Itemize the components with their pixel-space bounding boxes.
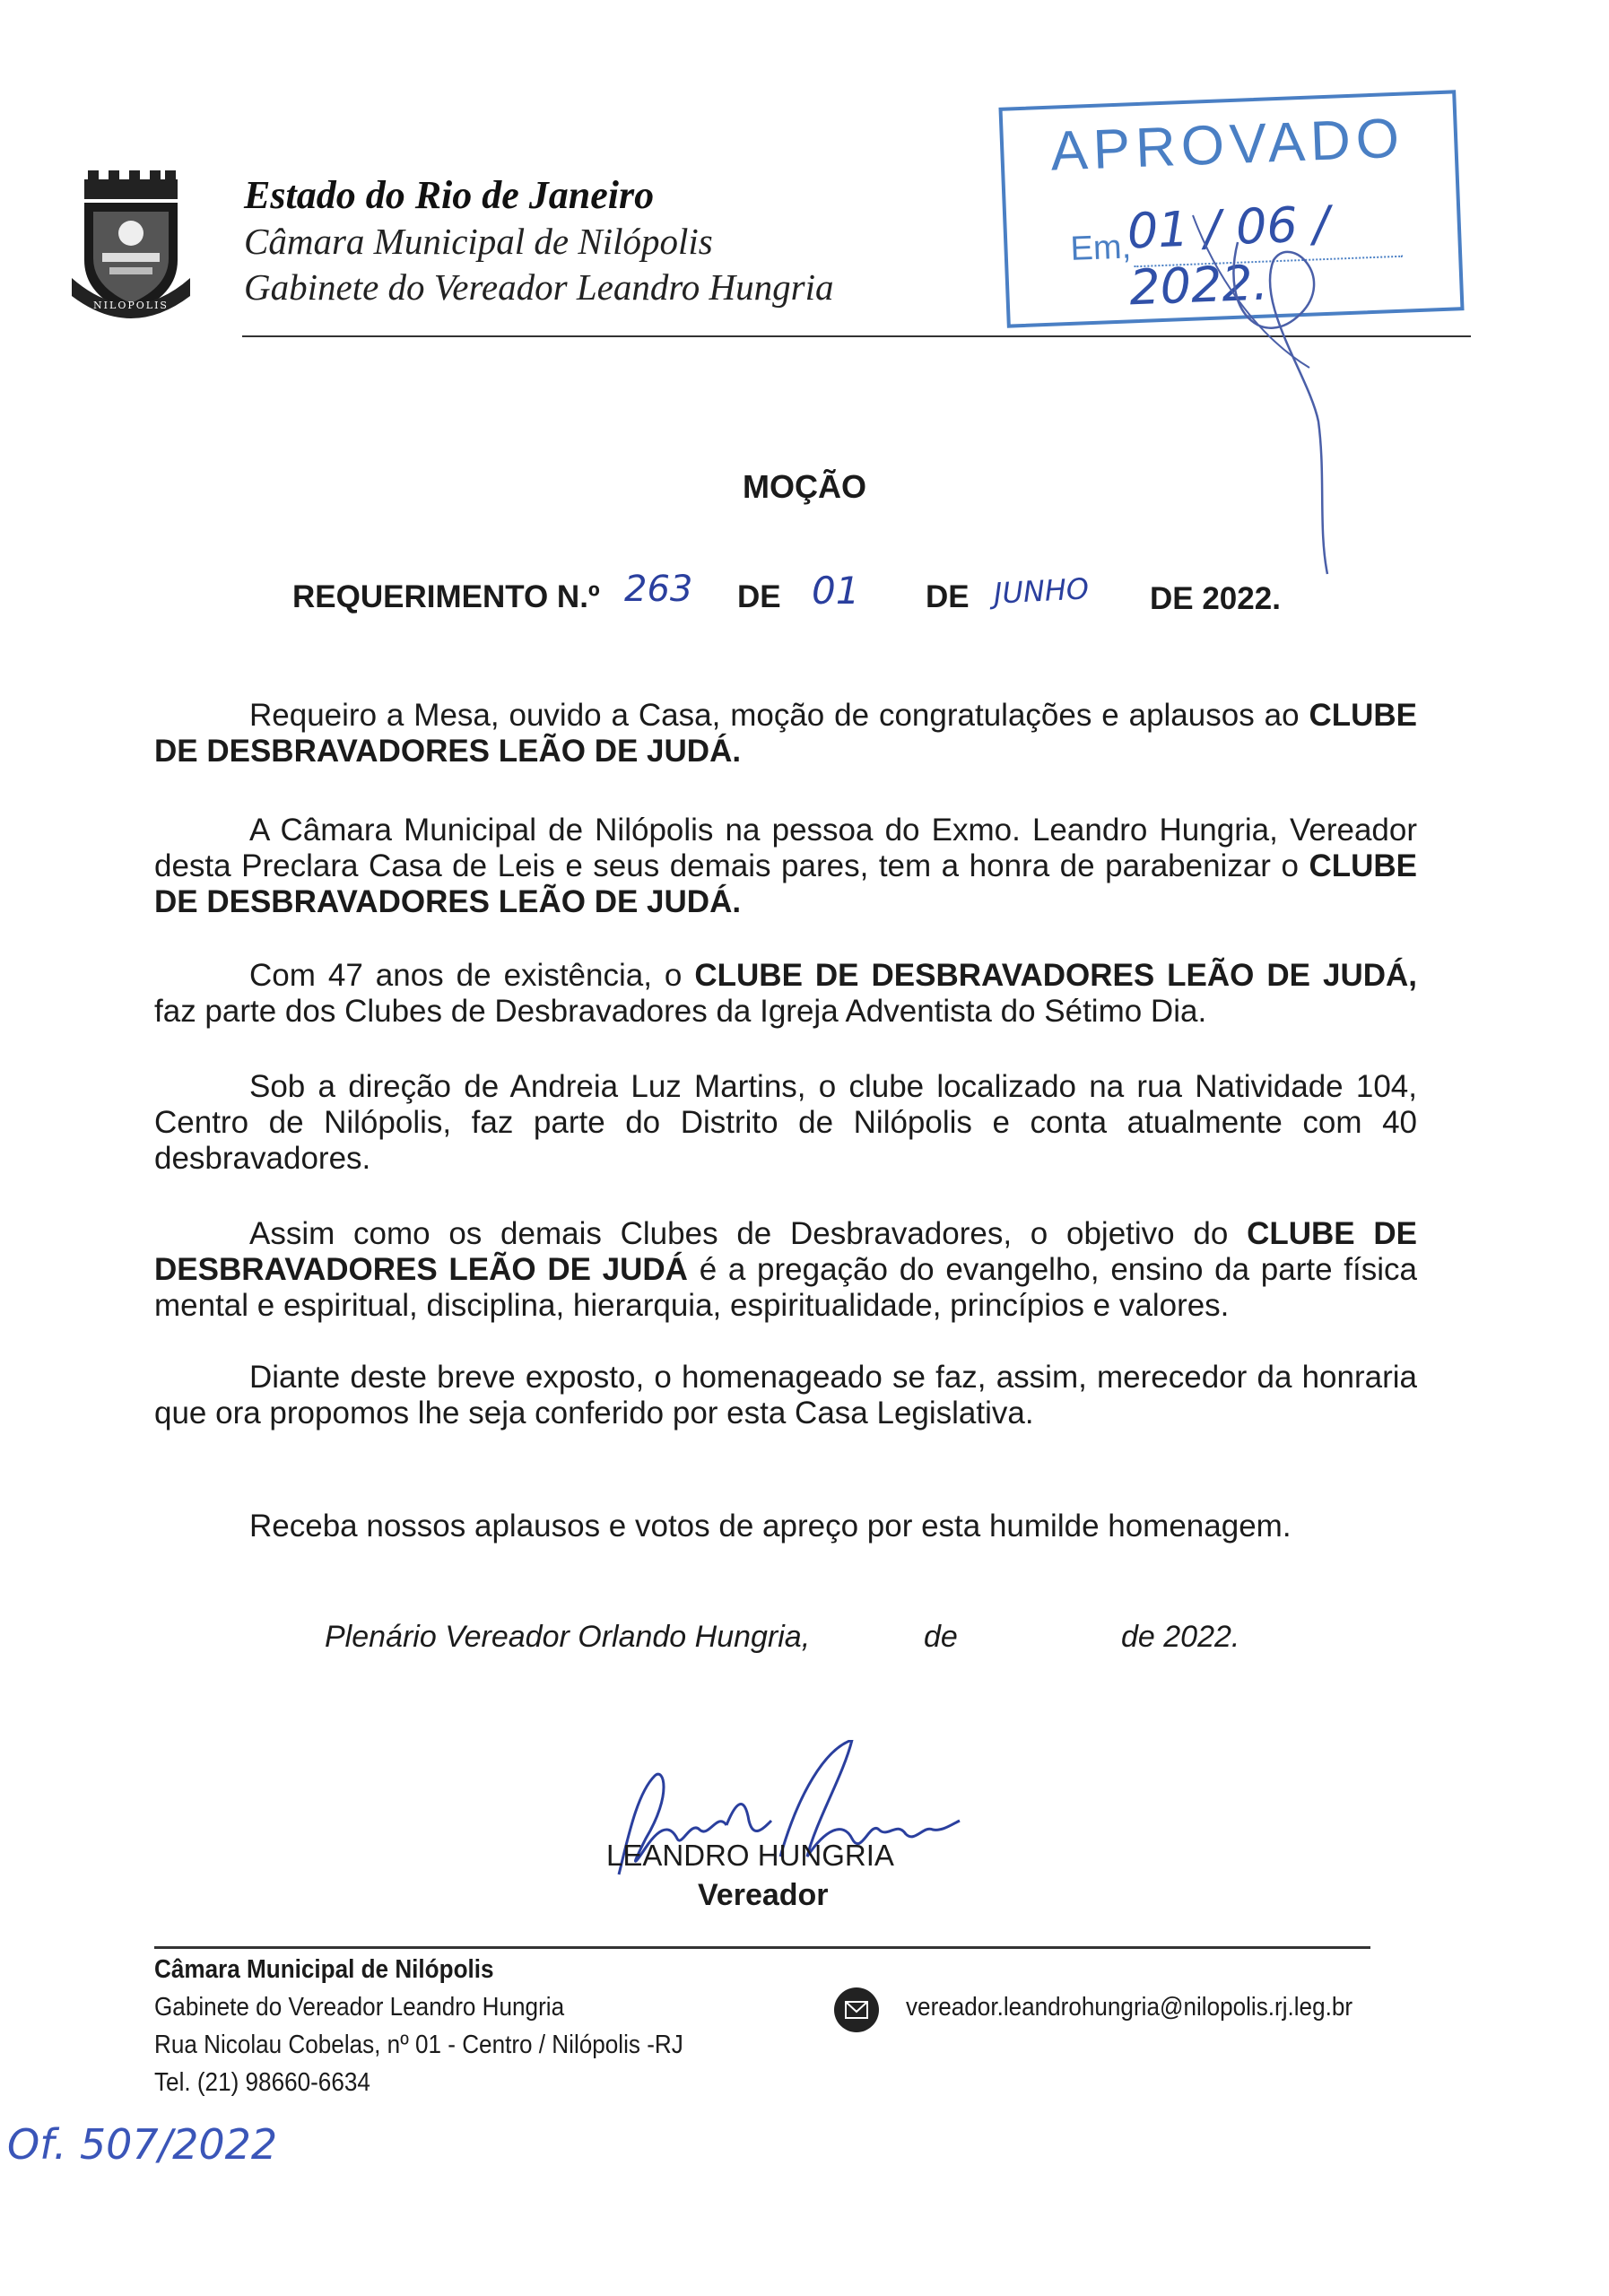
paragraph-2-text: A Câmara Municipal de Nilópolis na pessoa do Exmo. Leandro Hungria, Vereador desta Preclara Casa de Leis e seus demais pares, tem a honra de parabenizar o [154, 813, 1417, 883]
footer-phone: Tel. (21) 98660-6634 [154, 2068, 370, 2097]
paragraph-5-text-end: é a pregação do evangelho, ensino da parte física mental e espiritual, disciplina, hierarquia, espiritualidade, princípios e valores. [154, 1251, 1417, 1323]
footer-office: Gabinete do Vereador Leandro Hungria [154, 1993, 565, 2022]
paragraph-3-text-end: faz parte dos Clubes de Desbravadores da Igreja Adventista do Sétimo Dia. [154, 993, 1207, 1029]
crest-ribbon-text: NILOPOLIS [93, 300, 169, 311]
paragraph-5 [154, 1216, 1417, 1324]
paragraph-6 [154, 1360, 1417, 1431]
requerimento-de-2: DE [926, 579, 970, 614]
requerimento-label: REQUERIMENTO N.º [292, 579, 600, 614]
paragraph-1 [154, 698, 1417, 770]
header-chamber: Câmara Municipal de Nilópolis [244, 221, 713, 262]
signature-role: Vereador [698, 1878, 829, 1912]
header-state: Estado do Rio de Janeiro [244, 173, 655, 217]
signature-name: LEANDRO HUNGRIA [606, 1839, 894, 1872]
handwritten-office-reference: Of. 507/2022 [7, 2120, 278, 2169]
handwritten-signature [592, 1740, 969, 1901]
paragraph-3-text: Com 47 anos de existência, o [249, 958, 683, 993]
stamp-scribble-signature [1184, 206, 1345, 583]
paragraph-1-text: Requeiro a Mesa, ouvido a Casa, moção de congratulações e aplausos ao [249, 698, 1300, 733]
paragraph-7-text: Receba nossos aplausos e votos de apreço por esta humilde homenagem. [249, 1509, 1292, 1544]
footer-divider [154, 1946, 1370, 1949]
paragraph-3-club-name: CLUBE DE DESBRAVADORES LEÃO DE JUDÁ, [694, 958, 1417, 993]
paragraph-6-text: Diante deste breve exposto, o homenageado se faz, assim, merecedor da honraria que ora propomos lhe seja conferido por esta Casa Legislativa. [154, 1360, 1417, 1431]
paragraph-5-club-name: CLUBE DE DESBRAVADORES LEÃO DE JUDÁ [154, 1216, 1417, 1287]
footer-org: Câmara Municipal de Nilópolis [154, 1955, 494, 1984]
paragraph-2 [154, 813, 1417, 920]
footer-address: Rua Nicolau Cobelas, nº 01 - Centro / Nilópolis -RJ [154, 2031, 683, 2059]
paragraph-5-text: Assim como os demais Clubes de Desbravadores, o objetivo do [249, 1216, 1229, 1251]
requerimento-de-1: DE [737, 579, 781, 614]
paragraph-1-club-name: CLUBE DE DESBRAVADORES LEÃO DE JUDÁ. [154, 698, 1417, 769]
requerimento-day: 01 [812, 569, 860, 613]
paragraph-7 [154, 1509, 1417, 1544]
footer-email[interactable]: vereador.leandrohungria@nilopolis.rj.leg.br [906, 1993, 1353, 2022]
paragraph-3 [154, 958, 1417, 1030]
place-date-year: de 2022. [1121, 1620, 1240, 1654]
requerimento-month: JUNHO [993, 571, 1090, 611]
envelope-icon [834, 1987, 879, 2032]
document-title: MOÇÃO [743, 468, 866, 505]
stamp-em-label: Em, [1069, 228, 1132, 268]
requerimento-year: DE 2022. [1150, 581, 1281, 616]
place-name: Plenário Vereador Orlando Hungria, [325, 1620, 811, 1654]
requerimento-number: 263 [624, 569, 693, 610]
place-date-de: de [924, 1620, 958, 1654]
paragraph-4 [154, 1069, 1417, 1177]
stamp-date-handwritten: 01 / 06 / 2022. [1126, 195, 1331, 317]
paragraph-4-text: Sob a direção de Andreia Luz Martins, o clube localizado na rua Natividade 104, Centro de Nilópolis, faz parte do Distrito de Nilópolis e conta atualmente com 40 desbravadores. [154, 1069, 1417, 1176]
header-office: Gabinete do Vereador Leandro Hungria [244, 266, 834, 308]
paragraph-2-club-name: CLUBE DE DESBRAVADORES LEÃO DE JUDÁ. [154, 848, 1417, 919]
municipal-crest-logo [68, 170, 194, 323]
stamp-title: APROVADO [1049, 107, 1406, 183]
